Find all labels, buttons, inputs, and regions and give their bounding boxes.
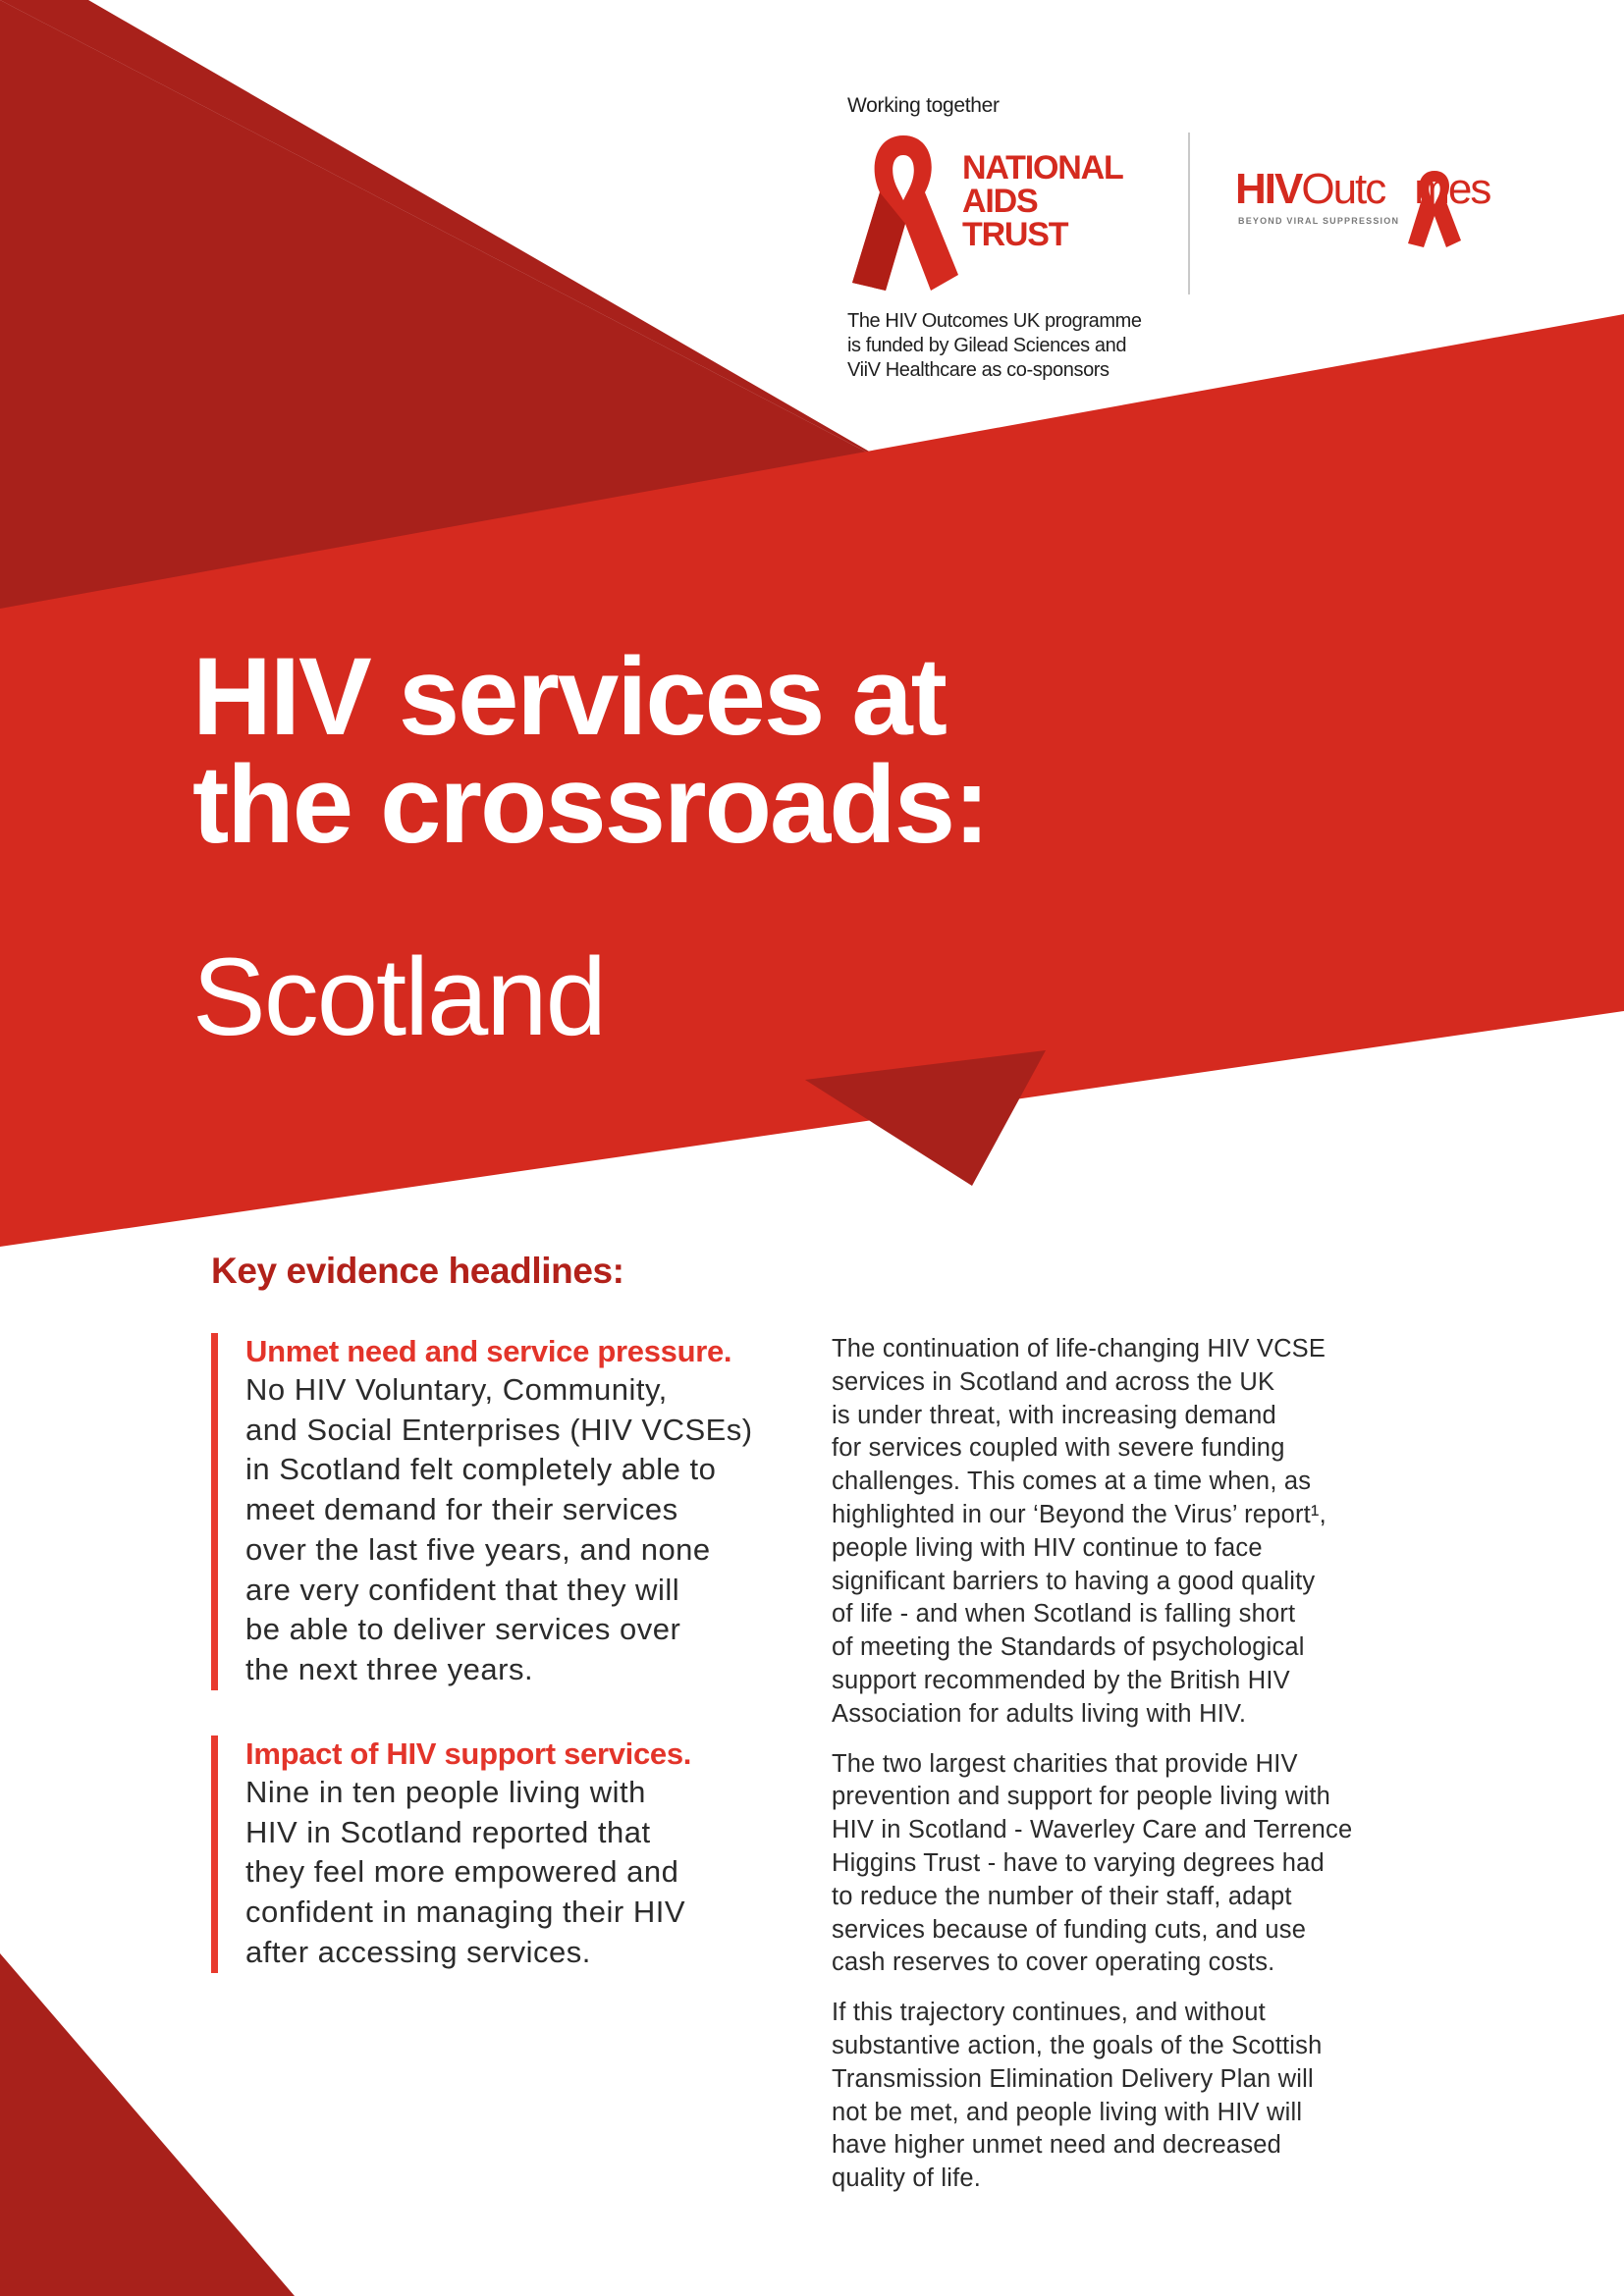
paragraph-line: substantive action, the goals of the Scottish [832, 2031, 1323, 2059]
key-point-line: meet demand for their services [245, 1492, 678, 1527]
funding-line: ViiV Healthcare as co-sponsors [847, 359, 1110, 381]
title-line: the crossroads: [192, 743, 989, 866]
funding-statement [847, 309, 1220, 383]
title-line: HIV services at [192, 635, 946, 758]
key-point-line: the next three years. [245, 1651, 534, 1686]
key-point-title: Unmet need and service pressure. [245, 1334, 732, 1368]
paragraph-line: If this trajectory continues, and without [832, 1999, 1266, 2027]
body-paragraph [832, 1997, 1440, 2196]
logo-divider [1188, 133, 1190, 294]
paragraph-line: HIV in Scotland - Waverley Care and Terrence [832, 1816, 1353, 1844]
paragraph-line: highlighted in our ‘Beyond the Virus’ report¹, [832, 1500, 1326, 1528]
paragraph-line: Transmission Elimination Delivery Plan will [832, 2064, 1314, 2093]
wordmark-outc: Outc [1301, 165, 1385, 213]
paragraph-line: services because of funding cuts, and use [832, 1915, 1307, 1944]
wordmark-hiv: HIV [1235, 165, 1302, 213]
hiv-outcomes-logo [1235, 165, 1559, 263]
page-subtitle: Scotland [192, 935, 605, 1058]
body-paragraph [832, 1748, 1440, 1981]
funding-line: The HIV Outcomes UK programme [847, 310, 1142, 332]
working-together-label: Working together [847, 94, 1000, 117]
key-point-line: No HIV Voluntary, Community, [245, 1372, 668, 1407]
paragraph-line: of life - and when Scotland is falling short [832, 1600, 1296, 1629]
key-point-line: confident in managing their HIV [245, 1895, 686, 1930]
key-point-line: be able to deliver services over [245, 1612, 681, 1647]
red-ribbon-icon [846, 128, 962, 294]
key-point [211, 1333, 835, 1690]
paragraph-line: have higher unmet need and decreased [832, 2131, 1282, 2160]
section-heading: Key evidence headlines: [211, 1251, 624, 1291]
body-column [832, 1333, 1440, 2213]
paragraph-line: people living with HIV continue to face [832, 1533, 1263, 1562]
wordmark-mes: mes [1414, 165, 1490, 213]
key-point-line: are very confident that they will [245, 1572, 680, 1607]
key-point-title: Impact of HIV support services. [245, 1736, 692, 1771]
paragraph-line: prevention and support for people living with [832, 1783, 1330, 1811]
paragraph-line: significant barriers to having a good quality [832, 1567, 1316, 1595]
paragraph-line: not be met, and people living with HIV will [832, 2098, 1303, 2126]
red-ribbon-icon [1404, 167, 1465, 250]
paragraph-line: is under threat, with increasing demand [832, 1401, 1276, 1429]
wordmark-line: NATIONAL [962, 149, 1123, 187]
funding-line: is funded by Gilead Sciences and [847, 335, 1127, 356]
key-point-line: Nine in ten people living with [245, 1775, 646, 1809]
paragraph-line: The two largest charities that provide HIV [832, 1749, 1298, 1778]
paragraph-line: quality of life. [832, 2164, 982, 2193]
body-paragraph [832, 1333, 1440, 1732]
paragraph-line: of meeting the Standards of psychological [832, 1633, 1305, 1662]
wordmark-line: AIDS [962, 183, 1038, 220]
paragraph-line: cash reserves to cover operating costs. [832, 1949, 1275, 1977]
key-point-line: they feel more empowered and [245, 1854, 679, 1890]
paragraph-line: services in Scotland and across the UK [832, 1367, 1275, 1396]
national-aids-trust-wordmark [962, 151, 1123, 251]
key-point-line: over the last five years, and none [245, 1531, 711, 1567]
key-point-line: after accessing services. [245, 1934, 591, 1969]
paragraph-line: support recommended by the British HIV [832, 1666, 1290, 1694]
key-point-line: and Social Enterprises (HIV VCSEs) [245, 1412, 753, 1447]
key-point [211, 1735, 835, 1973]
paragraph-line: Higgins Trust - have to varying degrees had [832, 1848, 1325, 1877]
bottom-left-dark-triangle [0, 1953, 295, 2296]
paragraph-line: challenges. This comes at a time when, as [832, 1468, 1312, 1496]
wordmark-line: TRUST [962, 216, 1068, 253]
national-aids-trust-logo [846, 128, 1161, 294]
paragraph-line: The continuation of life-changing HIV VCSE [832, 1335, 1326, 1362]
page-title [192, 635, 989, 866]
key-point-line: HIV in Scotland reported that [245, 1814, 651, 1849]
paragraph-line: for services coupled with severe funding [832, 1434, 1285, 1463]
paragraph-line: Association for adults living with HIV. [832, 1699, 1247, 1728]
key-point-line: in Scotland felt completely able to [245, 1452, 717, 1487]
paragraph-line: to reduce the number of their staff, adapt [832, 1882, 1292, 1910]
hiv-outcomes-tagline: BEYOND VIRAL SUPPRESSION [1238, 216, 1400, 226]
